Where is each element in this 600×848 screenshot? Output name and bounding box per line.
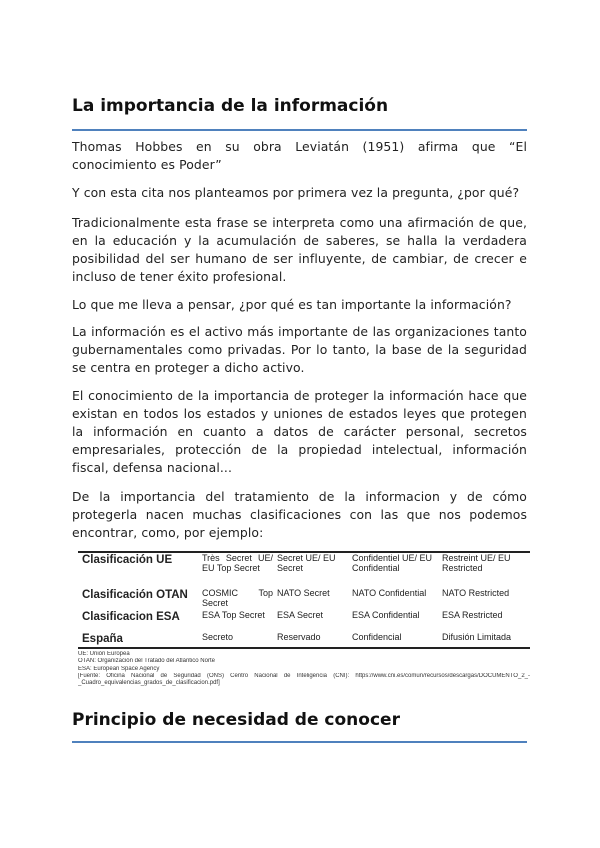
- heading-rule: [72, 741, 527, 743]
- table-cell: Secret UE/ EU Secret: [277, 553, 336, 573]
- table-cell: Reservado: [277, 632, 321, 642]
- table-cell: NATO Restricted: [442, 588, 510, 598]
- table-cell: Restreint UE/ EU Restricted: [442, 553, 511, 573]
- table-cell: COSMIC Top Secret: [202, 588, 273, 608]
- table-row-heading: España: [82, 633, 123, 645]
- section-heading-importancia: La importancia de la información: [72, 96, 389, 116]
- table-cell: ESA Secret: [277, 610, 324, 620]
- table-row-heading: Clasificación UE: [82, 554, 173, 566]
- table-cell: ESA Confidential: [352, 610, 420, 620]
- table-cell: Confidencial: [352, 632, 402, 642]
- table-note: UE: Unión Europea: [78, 651, 130, 657]
- classification-table: [78, 551, 530, 649]
- paragraph-tradicionalmente: Tradicionalmente esta frase se interpreta como una afirmación de que, en la educación y la acumulación de saberes, se halla la verdadera posibilidad del ser humano de ser influyente, de cambiar, de crecer e incluso de tener éxito profesional.: [72, 215, 527, 284]
- table-cell: ESA Restricted: [442, 610, 503, 620]
- paragraph-clasificaciones: De la importancia del tratamiento de la informacion y de cómo protegerla nacen muchas clasificaciones con las que nos podemos encontrar, como, por ejemplo:: [72, 489, 527, 540]
- paragraph-pregunta: Y con esta cita nos planteamos por primera vez la pregunta, ¿por qué?: [72, 185, 520, 200]
- table-row: [78, 588, 530, 610]
- table-cell: Confidentiel UE/ EU Confidential: [352, 553, 433, 573]
- section-heading-necesidad: Principio de necesidad de conocer: [72, 710, 400, 730]
- table-row: [78, 552, 530, 588]
- table-row: [78, 632, 530, 648]
- paragraph-hobbes: Thomas Hobbes en su obra Leviatán (1951) afirma que “El conocimiento es Poder”: [72, 139, 527, 172]
- table-cell: ESA Top Secret: [202, 610, 265, 620]
- table-note: OTAN: Organización del Tratado del Atlántico Norte: [78, 658, 215, 665]
- paragraph-activo: La información es el activo más importante de las organizaciones tanto gubernamentales como privadas. Por lo tanto, la base de la seguridad se centra en proteger a dicho activo.: [72, 324, 527, 375]
- table-cell: Difusión Limitada: [442, 632, 512, 642]
- table-cell: Très Secret UE/ EU Top Secret: [202, 553, 273, 573]
- table-source: [Fuente: Oficina Nacional de Seguridad (ONS) Centro Nacional de Inteligencia (CNI): https://www.cni.es/comun/recursos/descargas/DOCUMENTO_2_-_Cuadro_equivalencias_grados_de_clasificacion.pdf]: [78, 672, 530, 687]
- table-notes: [78, 651, 530, 687]
- table-row-heading: Clasificacion ESA: [82, 611, 180, 623]
- heading-rule: [72, 129, 527, 131]
- table-note: ESA: European Space Agency: [78, 665, 160, 672]
- table-cell: NATO Secret: [277, 588, 330, 598]
- paragraph-conocimiento: El conocimiento de la importancia de proteger la información hace que existan en todos los estados y uniones de estados leyes que protegen la información en cuanto a datos de carácter personal, secretos empresariales, protección de la propiedad intelectual, información fiscal, defensa nacional...: [72, 388, 527, 475]
- table-row-heading: Clasificación OTAN: [82, 589, 188, 601]
- table-cell: Secreto: [202, 632, 234, 642]
- paragraph-pensar: Lo que me lleva a pensar, ¿por qué es tan importante la información?: [72, 297, 512, 312]
- table-row: [78, 610, 530, 632]
- table-cell: NATO Confidential: [352, 588, 427, 598]
